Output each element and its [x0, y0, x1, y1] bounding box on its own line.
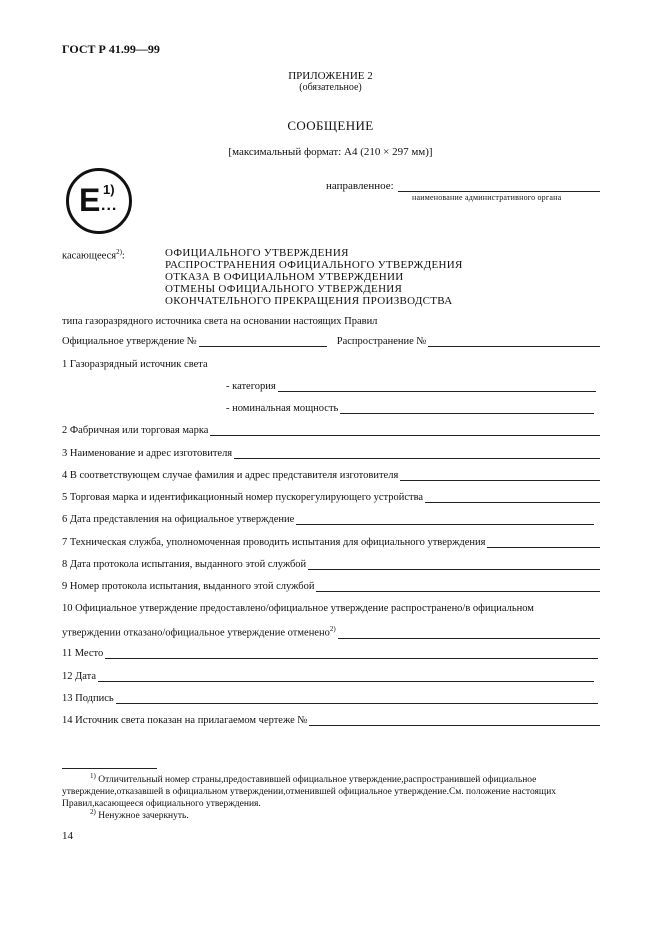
field-3-label: 3 Наименование и адрес изготовителя: [62, 448, 233, 459]
extension-number-field[interactable]: [428, 336, 600, 347]
annex-title: ПРИЛОЖЕНИЕ 2: [288, 70, 373, 82]
field-10-text: утверждении отказано/официальное утверждение отменено: [62, 627, 330, 639]
type-line: типа газоразрядного источника света на основании настоящих Правил: [62, 316, 378, 327]
field-6-label: 6 Дата представления на официальное утверждение: [62, 514, 295, 525]
field-10-label: 10 Официальное утверждение предоставлено/официальное утверждение распространено/в официальном: [62, 603, 534, 614]
footnote-divider: [62, 768, 157, 769]
field-14-row: [62, 715, 600, 726]
field-5-input[interactable]: [425, 492, 600, 503]
field-6-row: [62, 514, 594, 525]
field-1a-row: [226, 381, 596, 392]
field-2-label: 2 Фабричная или торговая марка: [62, 425, 209, 436]
field-8-label: 8 Дата протокола испытания, выданного этой службой: [62, 559, 307, 570]
extension-number-label: Распространение №: [336, 336, 427, 347]
page-number: 14: [62, 830, 73, 842]
field-4-label: 4 В соответствующем случае фамилия и адрес представителя изготовителя: [62, 470, 399, 481]
field-12-row: [62, 671, 594, 682]
rated-power-label: - номинальная мощность: [226, 403, 339, 414]
field-13-input[interactable]: [116, 693, 598, 704]
field-8-row: [62, 559, 600, 570]
rated-power-field[interactable]: [340, 403, 594, 414]
approval-number-field[interactable]: [199, 336, 327, 347]
message-title: СООБЩЕНИЕ: [287, 118, 374, 133]
field-2-input[interactable]: [210, 425, 600, 436]
field-14-label: 14 Источник света показан на прилагаемом чертеже №: [62, 715, 308, 726]
concerning-label: касающееся$^{2)}$:: [62, 248, 125, 262]
standard-number: ГОСТ Р 41.99—99: [62, 42, 160, 56]
field-13-row: [62, 693, 598, 704]
sent-to-label: направленное:: [326, 180, 394, 192]
field-3-row: [62, 448, 600, 459]
footnote-2-text: Ненужное зачеркнуть.: [98, 811, 189, 822]
category-label: - категория: [226, 381, 276, 392]
field-10-input[interactable]: [338, 628, 600, 639]
field-10-row: [62, 625, 600, 639]
annex-status: (обязательное): [299, 82, 362, 93]
field-1-label: 1 Газоразрядный источник света: [62, 359, 208, 370]
field-5-label: 5 Торговая марка и идентификационный номер пускорегулирующего устройства: [62, 492, 424, 503]
field-11-row: [62, 648, 598, 659]
field-9-input[interactable]: [316, 581, 600, 592]
format-note: [максимальный формат: А4 (210 × 297 мм)]: [228, 146, 433, 158]
field-12-input[interactable]: [98, 671, 594, 682]
approval-number-row: [62, 336, 600, 347]
concerning-footnote-ref: 2): [116, 248, 122, 256]
approval-mark-dots: ...: [101, 197, 118, 214]
field-10-label-cont: [62, 625, 336, 639]
concerning-text: касающееся: [62, 250, 117, 262]
field-2-row: [62, 425, 600, 436]
field-11-label: 11 Место: [62, 648, 104, 659]
field-7-row: [62, 537, 600, 548]
field-11-input[interactable]: [105, 648, 598, 659]
concerning-option[interactable]: ОКОНЧАТЕЛЬНОГО ПРЕКРАЩЕНИЯ ПРОИЗВОДСТВА: [165, 295, 453, 307]
field-8-input[interactable]: [308, 559, 600, 570]
field-4-row: [62, 470, 600, 481]
field-6-input[interactable]: [296, 514, 594, 525]
field-4-input[interactable]: [400, 470, 600, 481]
field-3-input[interactable]: [234, 448, 600, 459]
footnote-1: [62, 770, 602, 810]
sent-to-field[interactable]: [398, 191, 600, 192]
concerning-option[interactable]: ОТКАЗА В ОФИЦИАЛЬНОМ УТВЕРЖДЕНИИ: [165, 271, 404, 283]
footnote-1-text: Отличительный номер страны,предоставившей официальное утверждение,распространившей официальное утверждение,отказавшей в официальном утверждении,отменившей официальное утверждение.См. положение настоящих Правил,касающееся официального утверждения.: [62, 775, 557, 810]
field-13-label: 13 Подпись: [62, 693, 114, 704]
concerning-option[interactable]: ОФИЦИАЛЬНОГО УТВЕРЖДЕНИЯ: [165, 247, 349, 259]
field-9-row: [62, 581, 600, 592]
concerning-options: [165, 247, 463, 307]
approval-number-label: Официальное утверждение №: [62, 336, 197, 347]
footnote-2: [62, 806, 602, 822]
approval-mark-icon: [66, 168, 132, 234]
approval-mark-letter: E: [79, 182, 101, 218]
field-9-label: 9 Номер протокола испытания, выданного этой службой: [62, 581, 315, 592]
field-1b-row: [226, 403, 594, 414]
field-14-input[interactable]: [309, 715, 600, 726]
footnote-1-ref: 1): [90, 772, 96, 780]
approval-mark-footnote-ref: 1): [103, 182, 115, 197]
category-field[interactable]: [278, 381, 596, 392]
field-7-input[interactable]: [487, 537, 600, 548]
concerning-option[interactable]: ОТМЕНЫ ОФИЦИАЛЬНОГО УТВЕРЖДЕНИЯ: [165, 283, 403, 295]
concerning-option[interactable]: РАСПРОСТРАНЕНИЯ ОФИЦИАЛЬНОГО УТВЕРЖДЕНИЯ: [165, 259, 463, 271]
field-12-label: 12 Дата: [62, 671, 97, 682]
field-5-row: [62, 492, 600, 503]
footnote-2-ref: 2): [90, 808, 96, 816]
sent-to-caption: наименование административного органа: [412, 193, 562, 202]
field-10-footnote-ref: 2): [329, 625, 336, 633]
field-7-label: 7 Техническая служба, уполномоченная проводить испытания для официального утверждения: [62, 537, 486, 548]
